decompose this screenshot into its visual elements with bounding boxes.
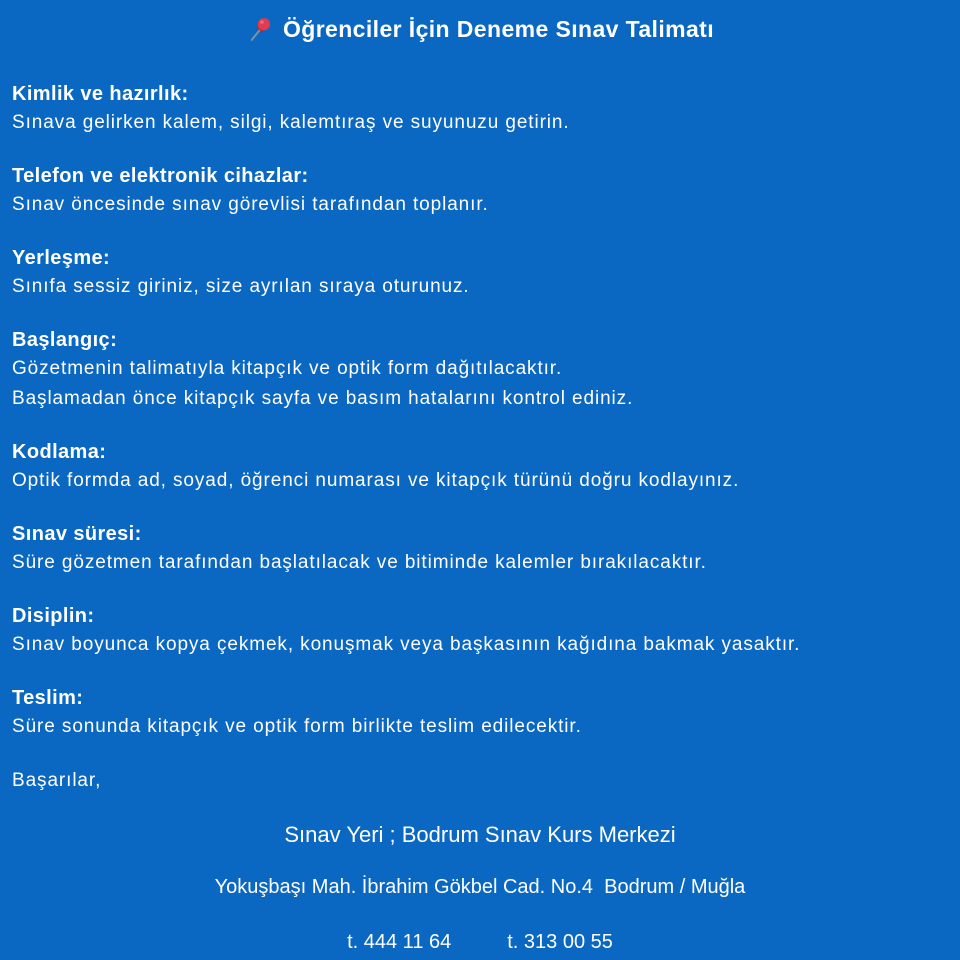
section-text-line: Gözetmenin talimatıyla kitapçık ve optik form dağıtılacaktır.: [12, 358, 563, 379]
section-identity-preparation: [12, 80, 948, 138]
page-title-row: [12, 14, 948, 44]
section-heading: Sınav süresi:: [12, 523, 142, 545]
section-submission: [12, 684, 948, 742]
section-exam-duration: [12, 520, 948, 578]
section-heading: Disiplin:: [12, 605, 95, 627]
section-text-line: Sınav öncesinde sınav görevlisi tarafından toplanır.: [12, 194, 489, 215]
section-text-line: Optik formda ad, soyad, öğrenci numarası ve kitapçık türünü doğru kodlayınız.: [12, 470, 740, 491]
section-phones-electronics: [12, 162, 948, 220]
exam-venue: Sınav Yeri ; Bodrum Sınav Kurs Merkezi: [284, 822, 676, 847]
venue-address: Yokuşbaşı Mah. İbrahim Gökbel Cad. No.4 Bodrum / Muğla: [214, 876, 746, 898]
section-text-line: Süre gözetmen tarafından başlatılacak ve bitiminde kalemler bırakılacaktır.: [12, 552, 707, 573]
section-seating: [12, 244, 948, 302]
pushpin-icon: [246, 15, 274, 43]
section-text-line: Başlamadan önce kitapçık sayfa ve basım hatalarını kontrol ediniz.: [12, 388, 634, 409]
section-heading: Teslim:: [12, 687, 84, 709]
phone-number-2: t. 313 00 55: [507, 931, 613, 953]
section-heading: Yerleşme:: [12, 247, 111, 269]
section-heading: Başlangıç:: [12, 329, 118, 351]
closing-wishes: Başarılar,: [12, 770, 102, 791]
section-start: [12, 326, 948, 414]
section-text-line: Sınav boyunca kopya çekmek, konuşmak veya başkasının kağıdına bakmak yasaktır.: [12, 634, 801, 655]
section-heading: Kodlama:: [12, 441, 107, 463]
section-text-line: Süre sonunda kitapçık ve optik form birlikte teslim edilecektir.: [12, 716, 582, 737]
phone-numbers-row: [12, 930, 948, 954]
section-coding: [12, 438, 948, 496]
phone-number-1: t. 444 11 64: [347, 931, 452, 953]
section-heading: Telefon ve elektronik cihazlar:: [12, 165, 309, 187]
section-text-line: Sınıfa sessiz giriniz, size ayrılan sıraya oturunuz.: [12, 276, 470, 297]
page-title: Öğrenciler İçin Deneme Sınav Talimatı: [282, 16, 715, 42]
section-heading: Kimlik ve hazırlık:: [12, 83, 189, 105]
section-discipline: [12, 602, 948, 660]
section-text-line: Sınava gelirken kalem, silgi, kalemtıraş ve suyunuzu getirin.: [12, 112, 570, 133]
